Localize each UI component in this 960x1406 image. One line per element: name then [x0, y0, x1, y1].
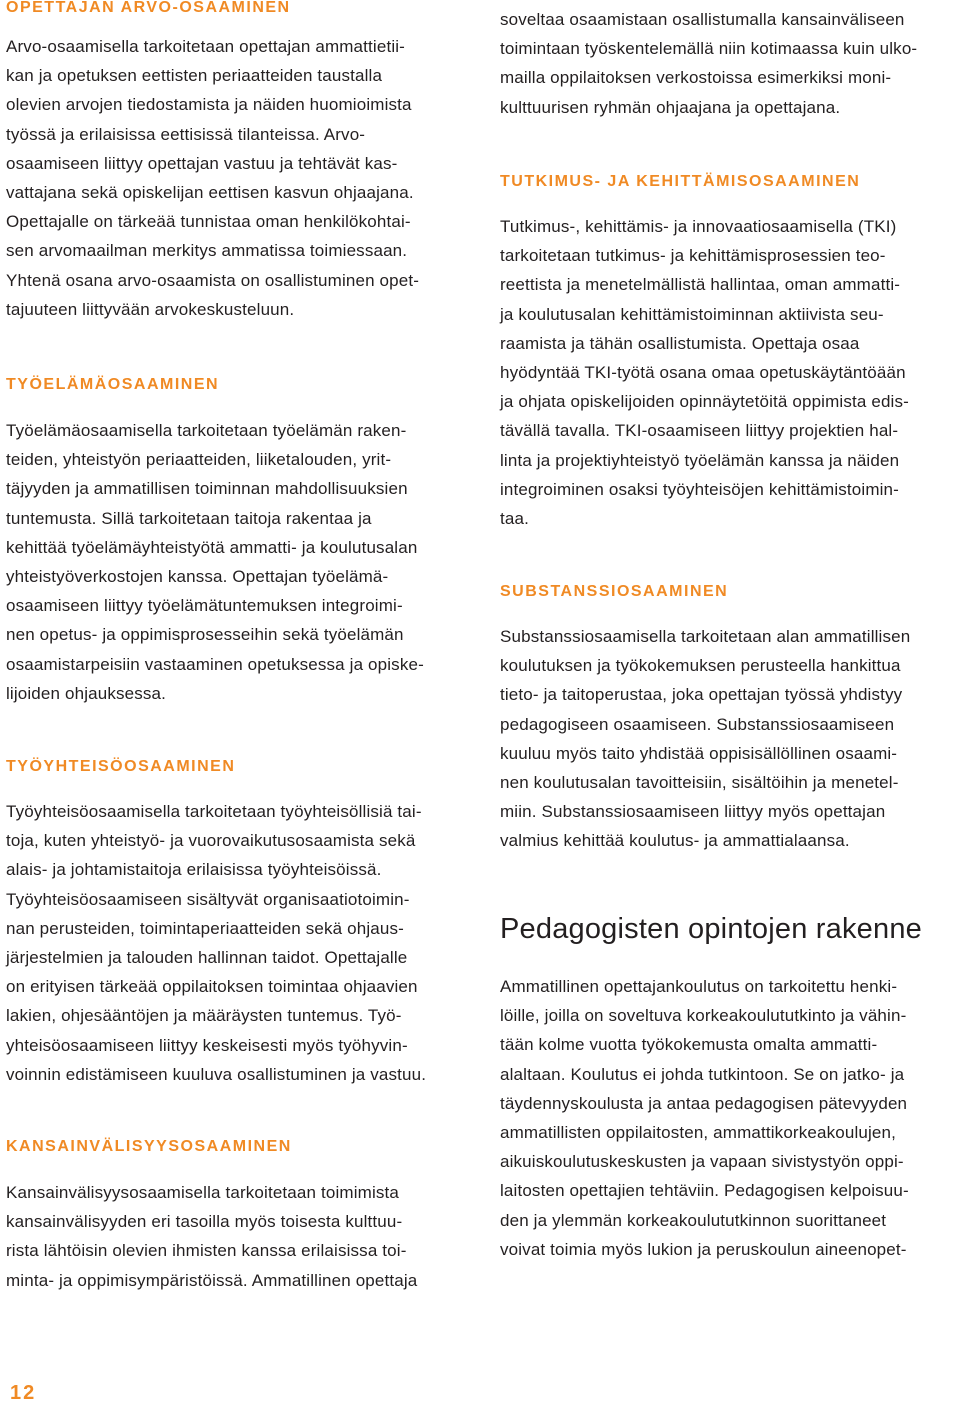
text-line: kansainvälisyyden eri tasoilla myös toisesta kulttuu- [6, 1212, 403, 1232]
paragraph-pedagogisten-opintojen-rakenne [500, 972, 909, 1264]
text-line: alais- ja johtamistaitoja erilaisissa työyhteisöissä. [6, 860, 382, 880]
text-line: soveltaa osaamistaan osallistumalla kansainväliseen [500, 10, 905, 29]
text-line: mailla oppilaitoksen verkostoissa esimerkiksi moni- [500, 68, 892, 88]
text-line: pedagogiseen osaamiseen. Substanssiosaamiseen [500, 714, 895, 734]
paragraph-substanssiosaaminen [500, 622, 910, 856]
text-line: ammatillisten oppilaitosten, ammattikorkeakoulujen, [500, 1122, 897, 1142]
paragraph-kansainvalisyysosaaminen [6, 1178, 417, 1295]
text-line: kan ja opetuksen eettisten periaatteiden taustalla [6, 66, 383, 86]
text-line: toja, kuten yhteistyö- ja vuorovaikutusosaamista sekä [6, 831, 416, 851]
text-line: Opettajalle on tärkeää tunnistaa oman henkilökohtai- [6, 212, 411, 232]
section-title-pedagogisten-opintojen-rakenne: Pedagogisten opintojen rakenne [500, 913, 922, 945]
text-line: järjestelmien ja talouden hallinnan taidot. Opettajalle [6, 947, 408, 967]
text-line: Tutkimus-, kehittämis- ja innovaatiosaamisella (TKI) [500, 217, 897, 236]
text-line: rista lähtöisin olevien ihmisten kanssa erilaisissa toi- [6, 1241, 407, 1261]
text-line: on erityisen tärkeää oppilaitoksen toimintaa ohjaavien [6, 977, 418, 997]
text-line: minta- ja oppimisympäristöissä. Ammatillinen opettaja [6, 1270, 418, 1290]
text-line: Työelämäosaamisella tarkoitetaan työelämän raken- [6, 421, 407, 440]
text-line: yhteisöosaamiseen liittyy keskeisesti myös työhyvin- [6, 1035, 408, 1055]
text-line: Arvo-osaamisella tarkoitetaan opettajan ammattietii- [6, 37, 405, 56]
text-line: nan perusteiden, toimintaperiaatteiden sekä ohjaus- [6, 918, 404, 938]
text-line: linta ja projektiyhteistyö työelämän kanssa ja näiden [500, 450, 900, 470]
text-line: toimintaan työskentelemällä niin kotimaassa kuin ulko- [500, 39, 918, 59]
paragraph-tutkimus-ja-kehittamisosaaminen [500, 212, 909, 533]
text-line: tävällä tavalla. TKI-osaamiseen liittyy projektien hal- [500, 421, 899, 441]
text-line: valmius kehittää koulutus- ja ammattialaansa. [500, 831, 850, 851]
text-line: reettista ja menetelmällistä hallintaa, oman ammatti- [500, 275, 901, 295]
text-line: voivat toimia myös lukion ja peruskoulun aineenopet- [500, 1239, 907, 1259]
text-line: osaamistarpeisiin vastaaminen opetuksessa ja opiske- [6, 654, 424, 674]
text-line: hyödyntää TKI-työtä osana omaa opetuskäytäntöään [500, 362, 906, 382]
text-line: aikuiskoulutuskeskusten ja vapaan sivistystyön oppi- [500, 1152, 904, 1172]
text-line: miin. Substanssiosaamiseen liittyy myös opettajan [500, 802, 886, 822]
text-line: tuntemusta. Sillä tarkoitetaan taitoja rakentaa ja [6, 508, 372, 528]
text-line: tajuuteen liittyvään arvokeskusteluun. [6, 299, 295, 319]
text-line: yhteistyöverkostojen kanssa. Opettajan työelämä- [6, 566, 389, 586]
text-line: voinnin edistämiseen kuuluva osallistuminen ja vastuu. [6, 1064, 427, 1084]
heading-tyoyhteisoosaaminen: TYÖYHTEISÖOSAAMINEN [6, 758, 236, 775]
paragraph-kansainvalisyys-continued [500, 5, 917, 122]
text-line: tään kolme vuotta työkokemusta omalta ammatti- [500, 1035, 878, 1055]
text-line: Yhtenä osana arvo-osaamista on osallistuminen opet- [6, 270, 420, 290]
text-line: Ammatillinen opettajankoulutus on tarkoitettu henki- [500, 977, 898, 996]
text-line: löille, joilla on soveltuva korkeakoulututkinto ja vähin- [500, 1006, 907, 1026]
text-line: integroiminen osaksi työyhteisöjen kehittämistoimin- [500, 479, 899, 499]
text-line: sen arvomaailman merkitys ammatissa toimiessaan. [6, 241, 408, 261]
text-line: kehittää työelämäyhteistyötä ammatti- ja koulutusalan [6, 537, 418, 557]
heading-substanssiosaaminen: SUBSTANSSIOSAAMINEN [500, 583, 729, 600]
heading-tutkimus-ja-kehittamisosaaminen: TUTKIMUS- JA KEHITTÄMISOSAAMINEN [500, 173, 861, 190]
text-line: kulttuurisen ryhmän ohjaajana ja opettajana. [500, 97, 841, 117]
paragraph-tyoyhteisoosaaminen [6, 797, 426, 1089]
text-line: osaamiseen liittyy opettajan vastuu ja tehtävät kas- [6, 153, 398, 173]
paragraph-tyoelamaosaaminen [6, 416, 424, 708]
text-line: alaltaan. Koulutus ei johda tutkintoon. Se on jatko- ja [500, 1064, 905, 1084]
text-line: tieto- ja taitoperustaa, joka opettajan työssä yhdistyy [500, 685, 903, 705]
text-line: ja ohjata opiskelijoiden opinnäytetöitä oppimista edis- [500, 392, 909, 412]
text-line: den ja ylemmän korkeakoulututkinnon suorittaneet [500, 1210, 887, 1230]
text-line: Substanssiosaamisella tarkoitetaan alan ammatillisen [500, 627, 911, 646]
text-line: työssä ja erilaisissa eettisissä tilanteissa. Arvo- [6, 124, 366, 144]
text-line: lijoiden ohjauksessa. [6, 683, 167, 703]
heading-tyoelamaosaaminen: TYÖELÄMÄOSAAMINEN [6, 376, 220, 393]
text-line: Kansainvälisyysosaamisella tarkoitetaan toimimista [6, 1183, 399, 1202]
text-line: kuuluu myös taito yhdistää oppisisällöllinen osaami- [500, 743, 898, 763]
text-line: vattajana sekä opiskelijan eettisen kasvun ohjaajana. [6, 182, 414, 202]
text-line: osaamiseen liittyy työelämätuntemuksen integroimi- [6, 596, 403, 616]
text-line: koulutuksen ja työkokemuksen perusteella hankittua [500, 656, 901, 676]
heading-arvo-osaaminen: OPETTAJAN ARVO-OSAAMINEN [6, 0, 291, 16]
text-line: lakien, ohjesääntöjen ja määräysten tuntemus. Työ- [6, 1006, 402, 1026]
text-line: nen opetus- ja oppimisprosesseihin sekä työelämän [6, 625, 404, 645]
text-line: raamista ja tähän osallistumista. Opettaja osaa [500, 333, 860, 353]
text-line: täydennyskoulusta ja antaa pedagogisen pätevyyden [500, 1093, 908, 1113]
text-line: tarkoitetaan tutkimus- ja kehittämisprosessien teo- [500, 246, 886, 266]
text-line: teiden, yhteistyön periaatteiden, liiketalouden, yrit- [6, 450, 392, 470]
text-line: Työyhteisöosaamisella tarkoitetaan työyhteisöllisiä tai- [6, 802, 422, 821]
text-line: taa. [500, 508, 529, 528]
text-line: laitosten opettajien tehtäviin. Pedagogisen kelpoisuu- [500, 1181, 909, 1201]
text-line: nen koulutusalan tavoitteisiin, sisältöihin ja menetel- [500, 772, 899, 792]
text-line: täjyyden ja ammatillisen toiminnan mahdollisuuksien [6, 479, 408, 499]
text-line: ja koulutusalan kehittämistoiminnan aktiivista seu- [500, 304, 884, 324]
paragraph-arvo-osaaminen [6, 32, 419, 324]
text-line: Työyhteisöosaamiseen sisältyvät organisaatiotoimin- [6, 889, 410, 909]
text-line: olevien arvojen tiedostamista ja näiden huomioimista [6, 95, 412, 115]
page-number: 12 [10, 1382, 37, 1404]
heading-kansainvalisyysosaaminen: KANSAINVÄLISYYSOSAAMINEN [6, 1138, 292, 1155]
